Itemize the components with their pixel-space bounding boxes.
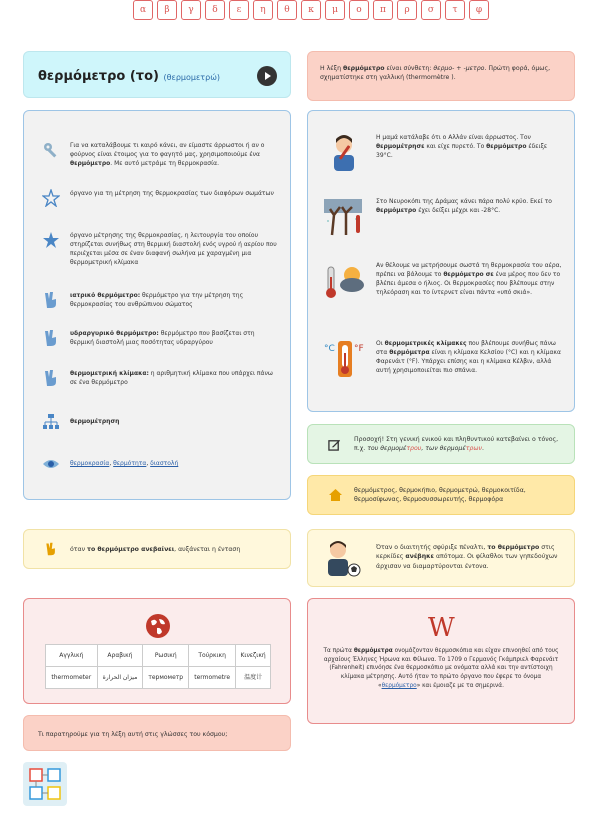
snowy-tree-icon	[322, 197, 366, 237]
key-icon	[42, 141, 60, 159]
languages-question-card	[23, 715, 291, 751]
victory-hand-icon	[42, 369, 60, 387]
language-header: Ρωσική	[143, 645, 189, 667]
example-text: Η μαμά κατάλαβε ότι ο Αλλάν είναι άρρωστος. Τον θερμομέτρησε και είχε πυρετό. Το θερμόμετρο έδειξε 39°C.	[376, 134, 548, 159]
wikipedia-card	[307, 598, 575, 724]
alphabet-nav	[133, 0, 489, 20]
edit-icon	[328, 438, 341, 451]
alphabet-letter-button[interactable]: κ	[301, 0, 321, 20]
referee-icon	[322, 538, 362, 578]
home-icon	[328, 488, 343, 502]
definitions-card	[23, 110, 291, 500]
related-link[interactable]: διαστολή	[150, 460, 179, 467]
alphabet-letter-button[interactable]: ο	[349, 0, 369, 20]
definition-text: Για να καταλάβουμε τι καιρό κάνει, αν είμαστε άρρωστοι ή αν ο φούρνος είναι έτοιμος για το φαγητό μας, χρησιμοποιούμε ένα θερμόμετρο. Με αυτό μετράμε τη θερμοκρασία.	[70, 142, 265, 167]
wikipedia-text: Τα πρώτα θερμόμετρα ονομάζονταν θερμοσκόπια και είχαν επινοηθεί από τους αρχαίους Έλληνες Ήρωνα και Φίλωνα. Το 1709 ο Γερμανός Γκάμπριελ Φαρενάιτ (Fahrenheit) επινόησε ένα θερμοσκόπιο με ονόματα αλλά και την αντίστοιχη κλίμακα μέτρησης. Αυτό ήταν το πρώτο όργανο που έφερε το όνομα «θερμόμετρο» και έμοιαζε με τα σημερινά.	[323, 648, 559, 689]
example-text: Αν θέλουμε να μετρήσουμε σωστά τη θερμοκρασία του αέρα, πρέπει να βάλουμε το θερμόμετρο σε ένα μέρος που δεν το βλέπει άμεσα ο ήλιος. Οι θερμοκρασίες που βλέπουμε στην τηλεόραση και το ίντερνετ είναι πάντα «υπό σκιά».	[376, 262, 562, 296]
eye-icon	[42, 455, 60, 473]
alphabet-letter-button[interactable]: σ	[421, 0, 441, 20]
game-tile[interactable]	[23, 762, 67, 806]
wikipedia-logo[interactable]: W	[428, 613, 455, 643]
title-derivation: (θερμομετρώ)	[163, 73, 221, 82]
alphabet-letter-button[interactable]: β	[157, 0, 177, 20]
definition-text: θερμομετρική κλίμακα: η αριθμητική κλίμακα που υπάρχει πάνω σε ένα θερμόμετρο	[70, 370, 273, 386]
grammar-note-card	[307, 424, 575, 464]
svg-text:°C: °C	[324, 344, 335, 354]
idiom-example-card	[307, 529, 575, 587]
alphabet-letter-button[interactable]: α	[133, 0, 153, 20]
globe-icon	[145, 613, 171, 639]
word-family-text: θερμόμετρος, θερμοκήπιο, θερμομετρώ, θερμοκοιτίδα, θερμοσίφωνας, θερμοσυσσωρευτής, θερμοφόρα	[354, 487, 526, 504]
idiom-example-text: Όταν ο διαιτητής σφύριξε πέναλτι, το θερμόμετρο στις κερκίδες ανέβηκε απότομα. Οι φίλαθλοι των γηπεδούχων άρχισαν να διαμαρτύρονται έντονα.	[376, 544, 558, 570]
alphabet-letter-button[interactable]: η	[253, 0, 273, 20]
play-audio-button[interactable]	[257, 66, 277, 86]
definition-text: υδραργυρικό θερμόμετρο: θερμόμετρο που βασίζεται στη θερμική διαστολή μιας ποσότητας υδραργύρου	[70, 330, 255, 346]
title-card	[23, 51, 291, 98]
language-header: Αγγλική	[46, 645, 98, 667]
related-links: θερμοκρασία, θερμότητα, διαστολή	[70, 460, 179, 467]
definition-text: όργανο μέτρησης της θερμοκρασίας, η λειτουργία του οποίου στηρίζεται συνήθως στη θερμική διαστολή ενός υγρού ή αερίου που περιέχεται μέσα σε έναν διαφανή σωλήνα με χαραγμένη μια θερμομετρική κλίμακα	[70, 232, 277, 266]
hierarchy-icon	[42, 413, 60, 431]
translation-cell: thermometer	[46, 667, 98, 689]
idiom-text: όταν το θερμόμετρο ανεβαίνει, αυξάνεται η ένταση	[70, 546, 241, 553]
translation-cell: термометр	[143, 667, 189, 689]
related-link[interactable]: θερμότητα	[113, 460, 147, 467]
alphabet-letter-button[interactable]: τ	[445, 0, 465, 20]
languages-question-text: Τι παρατηρούμε για τη λέξη αυτή στις γλώσσες του κόσμου;	[38, 731, 228, 738]
translation-cell: ميزان الحرارة	[97, 667, 143, 689]
sick-person-icon	[322, 133, 366, 173]
definition-text: θερμομέτρηση	[70, 418, 120, 425]
star-filled-icon	[42, 231, 60, 249]
translation-cell: 温度计	[236, 667, 271, 689]
alphabet-letter-button[interactable]: δ	[205, 0, 225, 20]
alphabet-letter-button[interactable]: μ	[325, 0, 345, 20]
language-header: Αραβική	[97, 645, 143, 667]
example-text: Στο Νευροκόπι της Δράμας κάνει πάρα πολύ κρύο. Εκεί το θερμόμετρο έχει δείξει μέχρι και -28°C.	[376, 198, 552, 214]
definition-text: όργανο για τη μέτρηση της θερμοκρασίας των διαφόρων σωμάτων	[70, 190, 274, 197]
alphabet-letter-button[interactable]: θ	[277, 0, 297, 20]
matching-game-icon	[29, 768, 61, 800]
celsius-thermometer-icon	[322, 339, 366, 379]
victory-hand-icon	[44, 542, 58, 556]
alphabet-letter-button[interactable]: ρ	[397, 0, 417, 20]
alphabet-letter-button[interactable]: ε	[229, 0, 249, 20]
etymology-card: Η λέξη θερμόμετρο είναι σύνθετη: θερμο- + -μετρο. Πρώτη φορά, όμως, σχηματίστηκε στη γαλλική (thermomètre ).	[307, 51, 575, 101]
svg-text:°F: °F	[354, 344, 364, 354]
wikipedia-link[interactable]: θερμόμετρο	[381, 682, 417, 689]
star-outline-icon	[42, 189, 60, 207]
idiom-card	[23, 529, 291, 569]
word-family-card	[307, 475, 575, 515]
victory-hand-icon	[42, 329, 60, 347]
language-header: Τούρκικη	[189, 645, 236, 667]
alphabet-letter-button[interactable]: φ	[469, 0, 489, 20]
victory-hand-icon	[42, 291, 60, 309]
translations-table	[45, 644, 271, 689]
translation-cell: termometre	[189, 667, 236, 689]
examples-card	[307, 110, 575, 412]
definition-text: ιατρικό θερμόμετρο: θερμόμετρο για την μέτρηση της θερμοκρασίας του ανθρώπινου σώματος	[70, 292, 244, 308]
alphabet-letter-button[interactable]: π	[373, 0, 393, 20]
grammar-note-text: Προσοχή! Στη γενική ενικού και πληθυντικού κατεβαίνει ο τόνος, π.χ. του θερμομέτρου, των θερμομέτρων.	[354, 436, 559, 453]
translations-card	[23, 598, 291, 704]
alphabet-letter-button[interactable]: γ	[181, 0, 201, 20]
language-header: Κινεζική	[236, 645, 271, 667]
page-title: θερμόμετρο (το) (θερμομετρώ)	[38, 69, 221, 84]
weather-thermometer-icon	[322, 261, 366, 301]
example-text: Οι θερμομετρικές κλίμακες που βλέπουμε συνήθως πάνω στα θερμόμετρα είναι η κλίμακα Κελσίου (°C) και η κλίμακα Φαρενάιτ (°F). Υπάρχει επίσης και η κλίμακα Κέλβιν, αλλά αυτή χρησιμοποιείται πιο σπάνια.	[376, 340, 561, 374]
related-link[interactable]: θερμοκρασία	[70, 460, 110, 467]
